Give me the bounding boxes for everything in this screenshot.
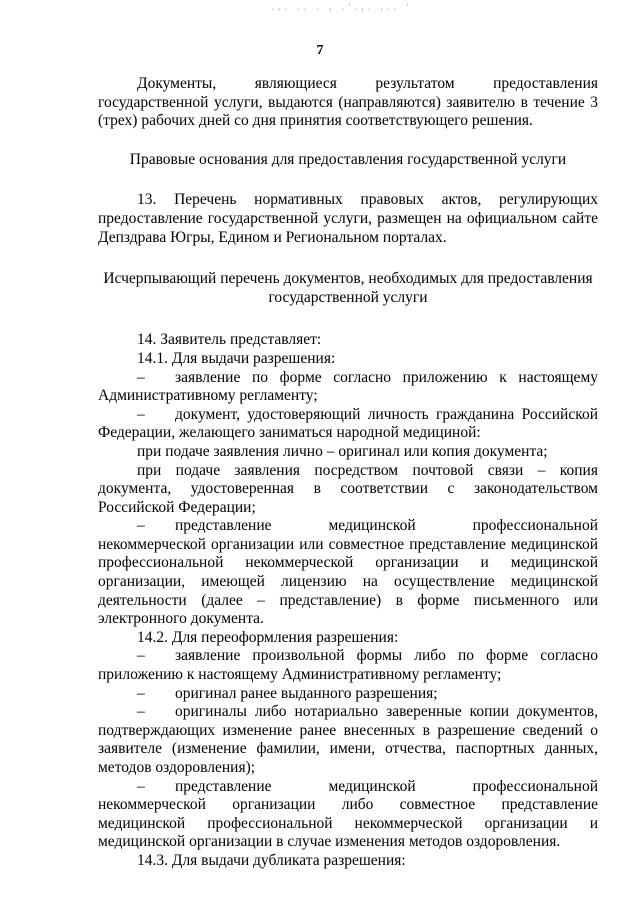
- dash-marker: –: [137, 777, 145, 795]
- dash-marker: –: [137, 684, 145, 702]
- paragraph-14-2: 14.2. Для переоформления разрешения:: [137, 628, 399, 646]
- dash-marker: –: [137, 405, 145, 423]
- paragraph-13: 13. Перечень нормативных правовых актов, регулирующих предоставление государственной услуги, размещен на официальном сайте Депздрава Югры, Едином и Региональном порталах.: [98, 191, 598, 246]
- paragraph-result-documents: Документы, являющиеся результатом предоставления государственной услуги, выдаются (направляются) заявителю в течение 3 (трех) рабочих дней со дня принятия соответствующего решения.: [98, 75, 598, 130]
- dash-marker: –: [137, 517, 145, 535]
- paragraph-14-3: 14.3. Для выдачи дубликата разрешения:: [137, 851, 406, 869]
- list-item: [98, 778, 598, 852]
- list-item-text: представление медицинской профессиональной некоммерческой организации либо совместное представление медицинской профессиональной некоммерческой организации и медицинской организации в случае изменения методов оздоровления.: [98, 777, 598, 851]
- paragraph-in-person: при подаче заявления лично – оригинал или копия документа;: [137, 442, 548, 460]
- list-item-text: оригиналы либо нотариально заверенные копии документов, подтверждающих изменение ранее внесенных в разрешение сведений о заявителе (изменение фамилии, имени, отчества, паспортных данных, методов оздоровления);: [98, 703, 598, 776]
- dash-marker: –: [137, 368, 145, 386]
- page-number: 7: [316, 43, 324, 58]
- paragraph-by-post: при подаче заявления посредством почтовой связи – копия документа, удостоверенная в соответствии с законодательством Российской Федерации;: [98, 461, 598, 516]
- list-item: [98, 369, 598, 406]
- heading-legal-basis: Правовые основания для предоставления государственной услуги: [129, 150, 567, 168]
- paragraph-14-1: 14.1. Для выдачи разрешения:: [137, 349, 336, 367]
- list-item: [98, 703, 598, 777]
- list-item-text: заявление по форме согласно приложению к настоящему Административному регламенту;: [98, 368, 598, 405]
- list-item: [98, 685, 598, 704]
- list-item-text: оригинал ранее выданного разрешения;: [175, 684, 438, 702]
- document-body: [98, 75, 598, 871]
- scan-artifact: .,. .. . , .'.,. ,.. ': [270, 3, 412, 13]
- list-item: [98, 406, 598, 443]
- list-item: [98, 647, 598, 684]
- list-item-text: заявление произвольной формы либо по форме согласно приложению к настоящему Административному регламенту;: [98, 647, 598, 684]
- list-item-text: документ, удостоверяющий личность гражданина Российской Федерации, желающего заниматься народной медициной:: [98, 405, 598, 442]
- heading-document-list: Исчерпывающий перечень документов, необходимых для предоставления государственной услуги: [103, 270, 593, 306]
- dash-marker: –: [137, 647, 145, 665]
- dash-marker: –: [137, 703, 145, 721]
- paragraph-14: 14. Заявитель представляет:: [137, 331, 322, 349]
- list-item: [98, 517, 598, 629]
- list-item-text: представление медицинской профессиональной некоммерческой организации или совместное представление медицинской профессиональной некоммерческой организации и медицинской организации, имеющей лицензию на осуществление медицинской деятельности (далее – представление) в форме письменного или электронного документа.: [98, 517, 598, 628]
